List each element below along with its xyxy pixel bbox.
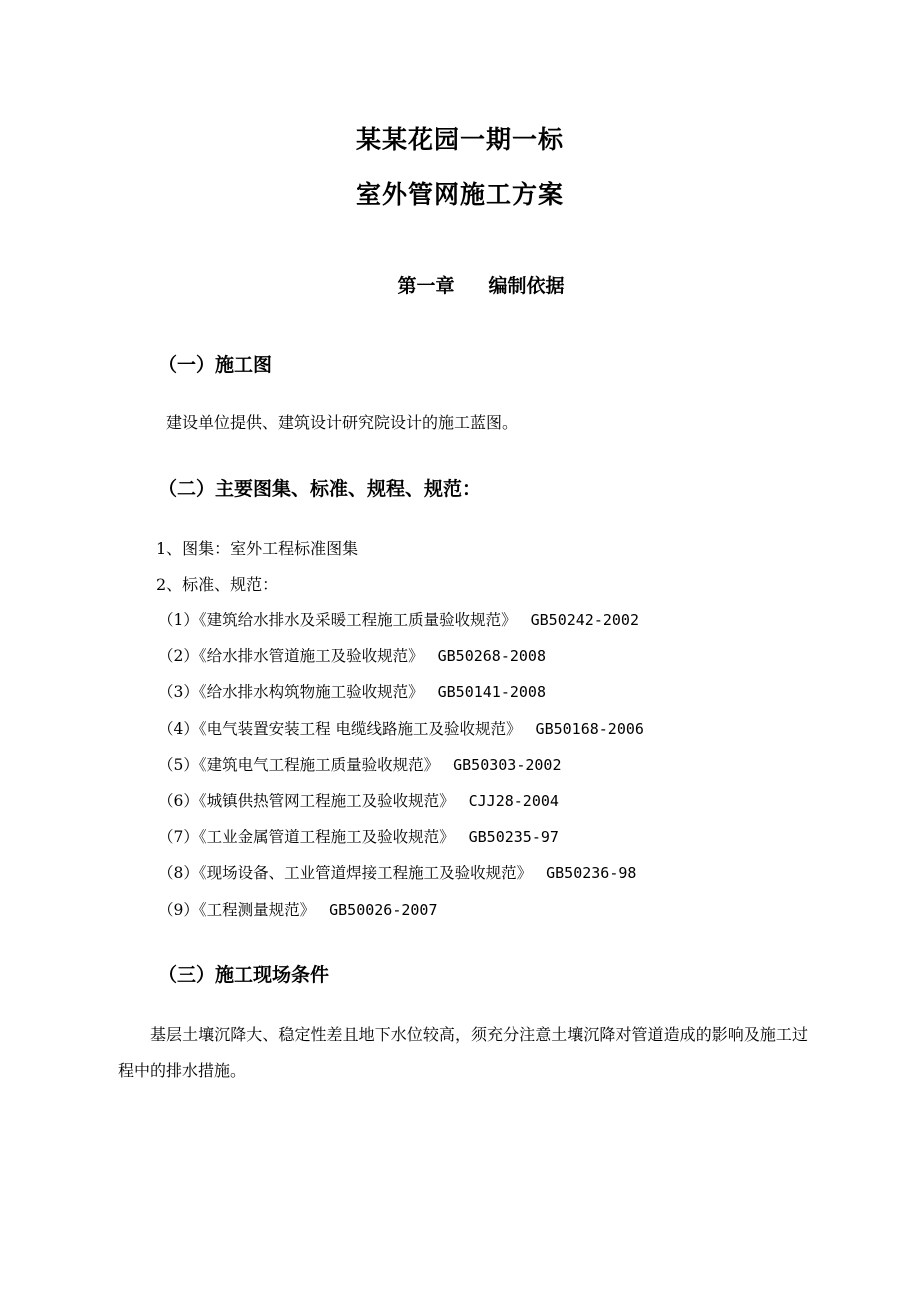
standard-code: GB50235-97 — [468, 828, 559, 846]
chapter-number: 第一章 — [397, 275, 455, 297]
standard-code: CJJ28-2004 — [468, 792, 559, 810]
standard-item — [158, 791, 559, 811]
atlas-item: 1、图集：室外工程标准图集 — [156, 539, 359, 558]
standard-item — [158, 682, 546, 702]
standard-item — [158, 719, 644, 739]
standard-code: GB50236-98 — [546, 864, 637, 882]
standard-item — [158, 610, 639, 630]
standard-name: （9）《工程测量规范》 — [158, 901, 316, 919]
standard-item — [158, 646, 546, 666]
standard-name: （6）《城镇供热管网工程施工及验收规范》 — [158, 792, 455, 810]
standard-item — [158, 827, 559, 847]
document-title-line1: 某某花园一期一标 — [355, 125, 564, 154]
standard-code: GB50168-2006 — [535, 720, 644, 738]
standard-code: GB50026-2007 — [329, 901, 438, 919]
section1-text: 建设单位提供、建筑设计研究院设计的施工蓝图。 — [166, 413, 519, 432]
standard-item — [158, 900, 438, 920]
document-title-line2: 室外管网施工方案 — [355, 180, 564, 209]
standard-name: （1）《建筑给水排水及采暖工程施工质量验收规范》 — [158, 611, 517, 629]
standard-name: （5）《建筑电气工程施工质量验收规范》 — [158, 756, 440, 774]
chapter-heading — [0, 271, 920, 298]
standard-code: GB50242-2002 — [530, 611, 639, 629]
standard-name: （4）《电气装置安装工程 电缆线路施工及验收规范》 — [158, 720, 522, 738]
standard-name: （2）《给水排水管道施工及验收规范》 — [158, 647, 424, 665]
standard-code: GB50141-2008 — [437, 683, 546, 701]
standard-code: GB50303-2002 — [453, 756, 562, 774]
section3-paragraph: 基层土壤沉降大、稳定性差且地下水位较高，须充分注意土壤沉降对管道造成的影响及施工过程中的排水措施。 — [118, 1025, 808, 1080]
chapter-name: 编制依据 — [488, 275, 565, 297]
section3-heading: （三）施工现场条件 — [158, 964, 330, 986]
standard-name: （8）《现场设备、工业管道焊接工程施工及验收规范》 — [158, 864, 533, 882]
standard-item — [158, 755, 562, 775]
standard-name: （3）《给水排水构筑物施工验收规范》 — [158, 683, 424, 701]
standards-item: 2、标准、规范： — [156, 575, 279, 594]
standard-name: （7）《工业金属管道工程施工及验收规范》 — [158, 828, 455, 846]
standard-item — [158, 863, 636, 883]
standard-code: GB50268-2008 — [437, 647, 546, 665]
section2-heading: （二）主要图集、标准、规程、规范： — [158, 478, 482, 500]
section1-heading: （一）施工图 — [158, 354, 273, 376]
